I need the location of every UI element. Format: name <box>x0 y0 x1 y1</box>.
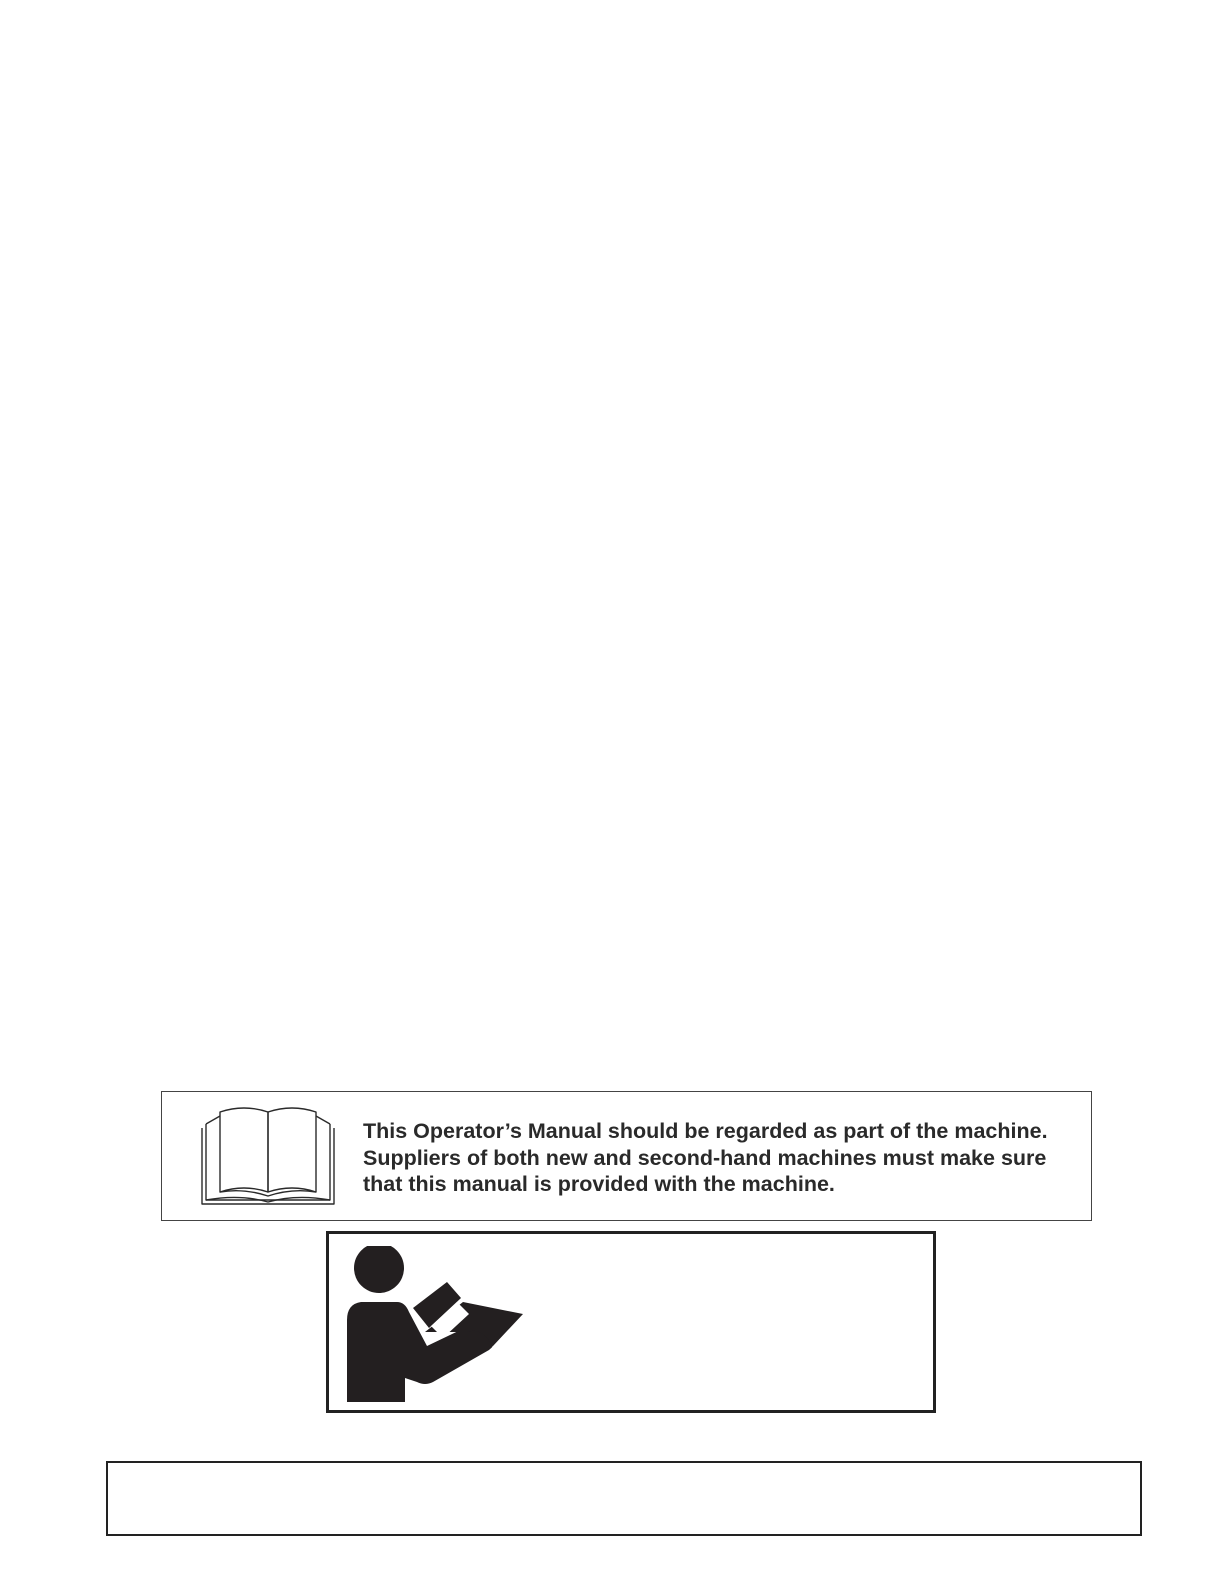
person-reading-manual-icon <box>343 1246 529 1404</box>
notice-line: Suppliers of both new and second-hand machines must make sure <box>363 1145 1047 1170</box>
notice-text <box>363 1118 1083 1198</box>
open-book-icon <box>200 1106 336 1206</box>
footer-box <box>106 1461 1142 1536</box>
read-manual-safety-panel <box>326 1231 936 1413</box>
notice-line: This Operator’s Manual should be regarded as part of the machine. <box>363 1119 1048 1143</box>
operators-manual-notice <box>161 1091 1092 1221</box>
notice-line: that this manual is provided with the machine. <box>363 1172 835 1196</box>
